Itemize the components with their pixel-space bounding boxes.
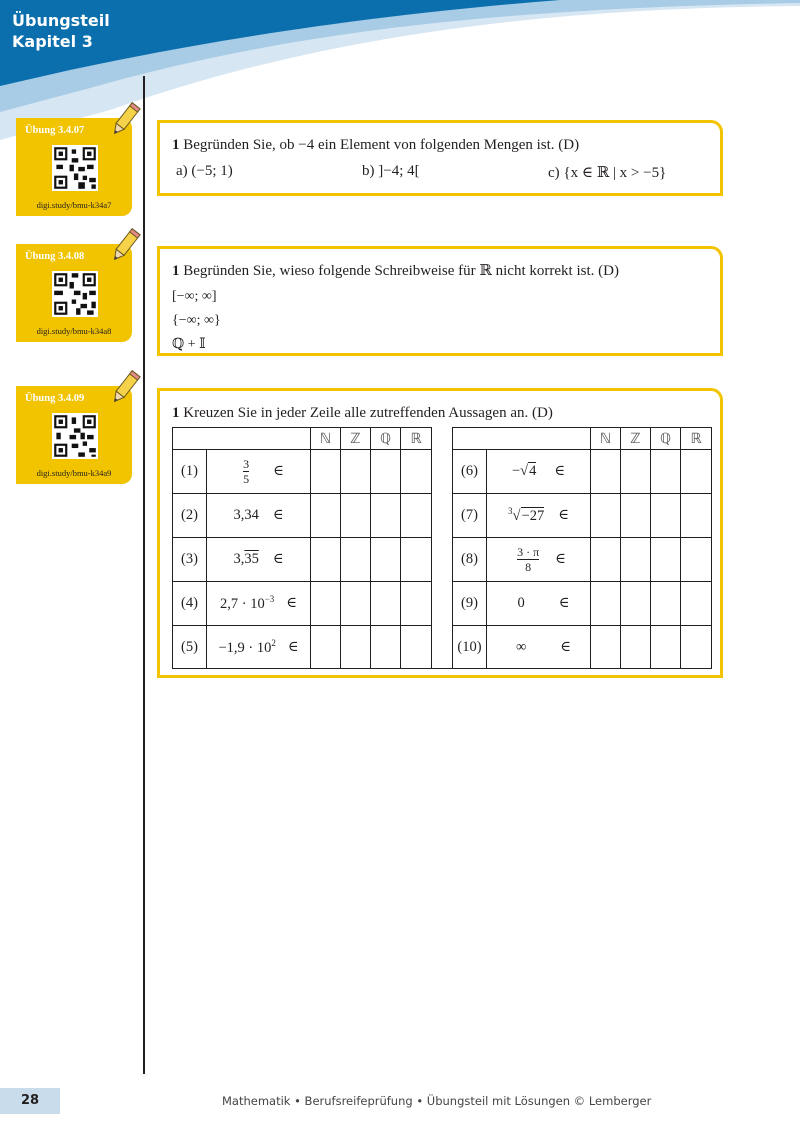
row-label: (10) xyxy=(452,625,487,669)
row-label: (8) xyxy=(452,537,487,582)
table-gap xyxy=(431,427,453,669)
margin-rule xyxy=(143,76,145,1074)
row-label: (6) xyxy=(452,449,487,494)
row-expression xyxy=(486,493,591,538)
checkbox-cell[interactable] xyxy=(590,581,621,626)
row-expression xyxy=(206,449,311,494)
page-number: 28 xyxy=(0,1088,60,1114)
row-expression xyxy=(486,537,591,582)
set-header-r: ℝ xyxy=(400,427,432,450)
table-header-blank xyxy=(172,427,311,450)
row-label: (7) xyxy=(452,493,487,538)
checkbox-cell[interactable] xyxy=(620,581,651,626)
checkbox-cell[interactable] xyxy=(400,493,432,538)
checkbox-cell[interactable] xyxy=(650,537,681,582)
checkbox-cell[interactable] xyxy=(620,449,651,494)
notation-item: [−∞; ∞] xyxy=(172,289,217,304)
checkbox-cell[interactable] xyxy=(680,625,712,669)
notation-item: {−∞; ∞} xyxy=(172,313,221,328)
checkbox-cell[interactable] xyxy=(310,493,341,538)
footer-text: Mathematik • Berufsreifeprüfung • Übungsteil mit Lösungen © Lemberger xyxy=(222,1094,652,1108)
checkbox-cell[interactable] xyxy=(310,581,341,626)
table-header-blank xyxy=(452,427,591,450)
set-header-q: ℚ xyxy=(370,427,401,450)
classification-table xyxy=(172,427,712,669)
task-number: 1 xyxy=(172,405,180,421)
option-b: b) ]−4; 4[ xyxy=(362,163,420,179)
notation-item: ℚ + 𝕀 xyxy=(172,337,206,352)
task-prompt xyxy=(172,404,553,422)
row-expression xyxy=(206,625,311,669)
set-header-n: ℕ xyxy=(310,427,341,450)
checkbox-cell[interactable] xyxy=(340,537,371,582)
row-label: (4) xyxy=(172,581,207,626)
checkbox-cell[interactable] xyxy=(400,625,432,669)
checkbox-cell[interactable] xyxy=(680,537,712,582)
checkbox-cell[interactable] xyxy=(620,537,651,582)
row-expression xyxy=(206,581,311,626)
element-of-symbol: ∈ xyxy=(558,595,570,611)
row-label: (3) xyxy=(172,537,207,582)
checkbox-cell[interactable] xyxy=(340,493,371,538)
checkbox-cell[interactable] xyxy=(370,625,401,669)
expression-value: $-1,9 \cdot 10^2$ xyxy=(218,637,276,656)
checkbox-cell[interactable] xyxy=(650,493,681,538)
pencil-icon xyxy=(108,368,142,408)
checkbox-cell[interactable] xyxy=(590,449,621,494)
element-of-symbol: ∈ xyxy=(272,507,284,523)
task-prompt-text: Begründen Sie, ob −4 ein Element von folgenden Mengen ist. (D) xyxy=(183,137,580,153)
element-of-symbol: ∈ xyxy=(555,551,566,567)
row-label: (1) xyxy=(172,449,207,494)
checkbox-cell[interactable] xyxy=(340,449,371,494)
element-of-symbol: ∈ xyxy=(272,551,284,567)
fraction: $\frac{3 \cdot \pi}{8}$ xyxy=(517,545,540,574)
task-prompt-text: Kreuzen Sie in jeder Zeile alle zutreffenden Aussagen an. (D) xyxy=(183,405,553,421)
checkbox-cell[interactable] xyxy=(680,493,712,538)
chapter-line2: Kapitel 3 xyxy=(12,32,93,51)
expression-value: 3,34 xyxy=(233,507,259,523)
checkbox-cell[interactable] xyxy=(370,581,401,626)
checkbox-cell[interactable] xyxy=(680,581,712,626)
checkbox-cell[interactable] xyxy=(650,449,681,494)
expression-value: $2,7 \cdot 10^{-3}$ xyxy=(219,594,275,612)
task-prompt xyxy=(172,262,619,280)
expression-value: ∞ xyxy=(515,638,527,655)
checkbox-cell[interactable] xyxy=(340,581,371,626)
badge-link[interactable]: digi.study/bmu-k34a9 xyxy=(36,468,112,478)
qr-code-icon[interactable] xyxy=(52,145,98,191)
task-number: 1 xyxy=(172,137,180,153)
checkbox-cell[interactable] xyxy=(400,449,432,494)
pencil-icon xyxy=(108,100,142,140)
task-box-2 xyxy=(157,246,723,356)
checkbox-cell[interactable] xyxy=(590,625,621,669)
checkbox-cell[interactable] xyxy=(400,537,432,582)
checkbox-cell[interactable] xyxy=(400,581,432,626)
pencil-icon xyxy=(108,226,142,266)
checkbox-cell[interactable] xyxy=(310,449,341,494)
qr-code-icon[interactable] xyxy=(52,413,98,459)
row-expression xyxy=(206,537,311,582)
checkbox-cell[interactable] xyxy=(650,581,681,626)
option-a: a) (−5; 1) xyxy=(176,163,233,179)
qr-code-icon[interactable] xyxy=(52,271,98,317)
checkbox-cell[interactable] xyxy=(590,493,621,538)
task-prompt xyxy=(172,136,579,154)
checkbox-cell[interactable] xyxy=(370,537,401,582)
row-label: (2) xyxy=(172,493,207,538)
element-of-symbol: ∈ xyxy=(287,638,299,655)
set-header-r: ℝ xyxy=(680,427,712,450)
checkbox-cell[interactable] xyxy=(370,493,401,538)
badge-link[interactable]: digi.study/bmu-k34a7 xyxy=(36,200,112,210)
row-expression xyxy=(206,493,311,538)
row-label: (9) xyxy=(452,581,487,626)
task-prompt-text: Begründen Sie, wieso folgende Schreibweise für ℝ nicht korrekt ist. (D) xyxy=(183,263,619,279)
expression-value: 0 xyxy=(517,595,525,611)
expression-value: $^3$√−27 xyxy=(508,506,545,524)
checkbox-cell[interactable] xyxy=(620,493,651,538)
expression-value: −√4 xyxy=(511,463,537,479)
badge-title: Übung 3.4.08 xyxy=(25,251,85,262)
notation-list xyxy=(172,285,221,357)
checkbox-cell[interactable] xyxy=(620,625,651,669)
row-expression xyxy=(486,581,591,626)
checkbox-cell[interactable] xyxy=(590,537,621,582)
task-number: 1 xyxy=(172,263,180,279)
set-header-z: ℤ xyxy=(340,427,371,450)
set-header-q: ℚ xyxy=(650,427,681,450)
badge-link[interactable]: digi.study/bmu-k34a8 xyxy=(36,326,112,336)
checkbox-cell[interactable] xyxy=(310,537,341,582)
set-header-n: ℕ xyxy=(590,427,621,450)
fraction: $\frac{3}{5}$ xyxy=(243,457,250,486)
row-label: (5) xyxy=(172,625,207,669)
checkbox-cell[interactable] xyxy=(650,625,681,669)
option-c: c) {x ∈ ℝ | x > −5} xyxy=(548,165,667,181)
element-of-symbol: ∈ xyxy=(558,507,569,523)
row-expression xyxy=(486,449,591,494)
chapter-line1: Übungsteil xyxy=(12,11,110,30)
task-box-3 xyxy=(157,388,723,678)
checkbox-cell[interactable] xyxy=(340,625,371,669)
element-of-symbol: ∈ xyxy=(286,595,298,611)
element-of-symbol: ∈ xyxy=(560,638,572,655)
checkbox-cell[interactable] xyxy=(310,625,341,669)
element-of-symbol: ∈ xyxy=(273,463,284,479)
element-of-symbol: ∈ xyxy=(554,463,566,479)
task-box-1 xyxy=(157,120,723,196)
chapter-title xyxy=(12,10,110,52)
badge-title: Übung 3.4.07 xyxy=(25,125,85,136)
badge-title: Übung 3.4.09 xyxy=(25,393,85,404)
expression-value: 3,35 xyxy=(233,551,259,567)
row-expression xyxy=(486,625,591,669)
checkbox-cell[interactable] xyxy=(370,449,401,494)
checkbox-cell[interactable] xyxy=(680,449,712,494)
set-header-z: ℤ xyxy=(620,427,651,450)
